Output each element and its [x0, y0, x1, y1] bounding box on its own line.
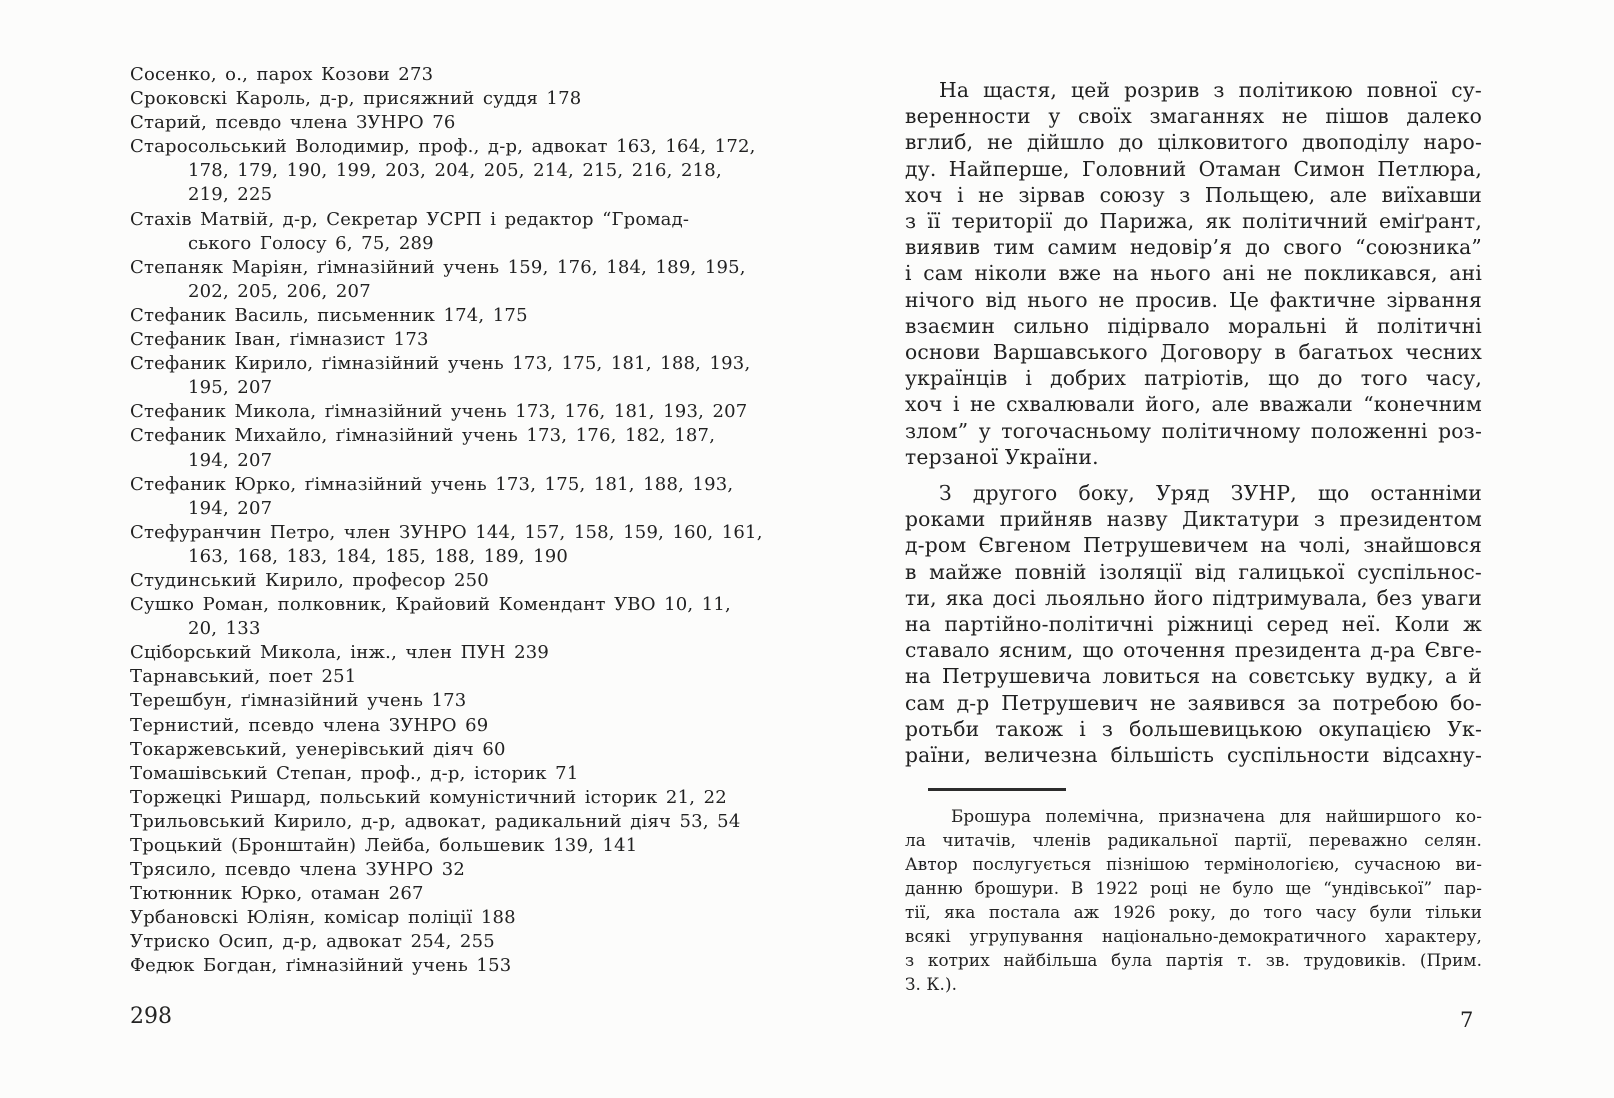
index-line: 194, 207 — [188, 497, 273, 519]
body-line: на Петрушевича ловиться на совєтську вудку, а й — [905, 664, 1482, 689]
index-line: Старосольський Володимир, проф., д-р, адвокат 163, 164, 172, — [130, 136, 756, 158]
footnote-line: Автор послугується пізнішою термінологією, сучасною ви- — [905, 854, 1482, 875]
body-paragraphs — [905, 77, 1482, 768]
index-line: Сушко Роман, полковник, Крайовий Комендант УВО 10, 11, — [130, 594, 731, 616]
body-line: на партійно-політичні ріжниці серед неї. Коли ж — [905, 612, 1482, 637]
body-line: раїни, величезна більшість суспільности відсахну- — [905, 743, 1482, 768]
body-line: українців і добрих патріотів, що до того часу, — [905, 366, 1482, 391]
index-line: Стефаник Микола, ґімназійний учень 173, 176, 181, 193, 207 — [130, 401, 748, 423]
index-line: 178, 179, 190, 199, 203, 204, 205, 214, 215, 216, 218, — [188, 160, 722, 182]
body-line: роками прийняв назву Диктатури з президентом — [905, 507, 1482, 532]
index-line: Тютюнник Юрко, отаман 267 — [130, 883, 424, 905]
index-line: Утриско Осип, д-р, адвокат 254, 255 — [130, 931, 495, 953]
body-line: ти, яка досі льояльно його підтримувала, без уваги — [905, 585, 1482, 610]
index-list — [130, 63, 802, 979]
index-line: Тарнавський, поет 251 — [130, 666, 357, 688]
index-line: Стефаник Кирило, ґімназійний учень 173, 175, 181, 188, 193, — [130, 353, 751, 375]
index-line: Старий, псевдо члена ЗУНРО 76 — [130, 112, 456, 134]
footnote-line: ла читачів, членів радикальної партії, переважно селян. — [905, 830, 1482, 851]
body-line: веренности у своїх змаганнях не пішов далеко — [905, 104, 1482, 129]
body-paragraph — [905, 77, 1482, 470]
index-line: Троцький (Бронштайн) Лейба, большевик 139, 141 — [130, 835, 638, 856]
footnote-rule — [928, 788, 1066, 791]
left-page-index — [130, 63, 802, 979]
body-line: ставало ясним, що оточення президента д-ра Євге- — [905, 638, 1482, 663]
index-line: Тернистий, псевдо члена ЗУНРО 69 — [130, 714, 489, 736]
index-line: 219, 225 — [188, 184, 273, 206]
body-line: хоч і не схвалювали його, але вважали “конечним — [905, 392, 1482, 417]
index-line: Томашівський Степан, проф., д-р, історик 71 — [130, 762, 579, 784]
index-line: Федюк Богдан, ґімназійний учень 153 — [130, 955, 512, 977]
body-line: терзаної України. — [905, 444, 1099, 469]
index-line: Трясило, псевдо члена ЗУНРО 32 — [130, 859, 466, 881]
footnote-line: з котрих найбільша була партія т. зв. трудовиків. (Прим. — [905, 950, 1482, 971]
index-line: Степаняк Маріян, ґімназійний учень 159, 176, 184, 189, 195, — [130, 256, 746, 278]
page-number-left: 298 — [130, 1004, 172, 1029]
body-line: виявив тим самим недовір’я до свого “союзника” — [905, 235, 1482, 260]
footnote-line: Брошура полемічна, призначена для найширшого ко- — [951, 806, 1482, 827]
footnote-line: тії, яка постала аж 1926 року, до того часу були тільки — [905, 902, 1482, 923]
body-line: На щастя, цей розрив з політикою повної су- — [939, 78, 1482, 102]
footnote-line: данню брошури. В 1922 році не було ще “ундівської” пар- — [905, 878, 1482, 899]
right-page-text — [905, 77, 1482, 996]
index-line: 194, 207 — [188, 449, 273, 471]
footnote-line: З. К.). — [905, 974, 958, 995]
page-number-right: 7 — [1460, 1008, 1474, 1032]
index-line: ського Голосу 6, 75, 289 — [188, 232, 434, 254]
footnote — [905, 804, 1482, 996]
index-line: Торжецкі Ришард, польський комуністичний історик 21, 22 — [130, 786, 727, 808]
index-line: Урбановскі Юліян, комісар поліції 188 — [130, 907, 516, 929]
body-line: і сам ніколи вже на нього ані не покликався, ані — [905, 261, 1482, 286]
index-line: Сроковскі Кароль, д-р, присяжний суддя 178 — [130, 88, 582, 110]
footnote-line: всякі угрупування національно-демократичного характеру, — [905, 926, 1482, 947]
index-line: Стефаник Юрко, ґімназійний учень 173, 175, 181, 188, 193, — [130, 473, 734, 495]
body-line: ду. Найперше, Головний Отаман Симон Петлюра, — [905, 156, 1482, 181]
body-line: З другого боку, Уряд ЗУНР, що останніми — [939, 481, 1482, 506]
index-line: Терешбун, ґімназійний учень 173 — [130, 690, 467, 712]
index-line: Стефаник Василь, письменник 174, 175 — [130, 304, 528, 326]
index-line: 20, 133 — [188, 618, 261, 640]
body-line: в майже повній ізоляції від галицької суспільнос- — [905, 559, 1482, 584]
body-line: хоч і не зірвав союзу з Польщею, але виїхавши — [905, 182, 1482, 207]
body-line: сам д-р Петрушевич не заявився за потребою бо- — [905, 690, 1482, 715]
index-line: Студинський Кирило, професор 250 — [130, 569, 489, 591]
body-line: нічого від нього не просив. Це фактичне зірвання — [905, 287, 1482, 312]
body-paragraph — [905, 480, 1482, 768]
body-line: основи Варшавського Договору в багатьох чесних — [905, 340, 1482, 365]
index-line: Сосенко, о., парох Козови 273 — [130, 64, 434, 85]
index-line: Стефаник Михайло, ґімназійний учень 173, 176, 182, 187, — [130, 425, 716, 447]
index-line: Токаржевський, уенерівський діяч 60 — [130, 738, 506, 760]
index-line: Стефаник Іван, ґімназист 173 — [130, 329, 429, 351]
body-line: з її території до Парижа, як політичний еміґрант, — [905, 209, 1482, 234]
body-line: взаємин сильно підірвало моральні й політичні — [905, 313, 1482, 338]
body-line: ротьби також і з большевицькою окупацією Ук- — [905, 716, 1482, 741]
body-line: вглиб, не дійшло до цілковитого двоподілу наро- — [905, 130, 1482, 155]
index-line: 195, 207 — [188, 377, 273, 399]
index-line: Стахів Матвій, д-р, Секретар УСРП і редактор “Громад- — [130, 208, 690, 230]
index-line: 163, 168, 183, 184, 185, 188, 189, 190 — [188, 545, 569, 567]
body-line: д-ром Євгеном Петрушевичем на чолі, знайшовся — [905, 533, 1482, 558]
index-line: 202, 205, 206, 207 — [188, 280, 371, 302]
index-line: Стефуранчин Петро, член ЗУНРО 144, 157, 158, 159, 160, 161, — [130, 521, 763, 543]
index-line: Сціборський Микола, інж., член ПУН 239 — [130, 642, 550, 664]
index-line: Трильовський Кирило, д-р, адвокат, радикальний діяч 53, 54 — [130, 810, 741, 832]
body-line: злом” у тогочасньому політичному положенні роз- — [905, 418, 1482, 443]
